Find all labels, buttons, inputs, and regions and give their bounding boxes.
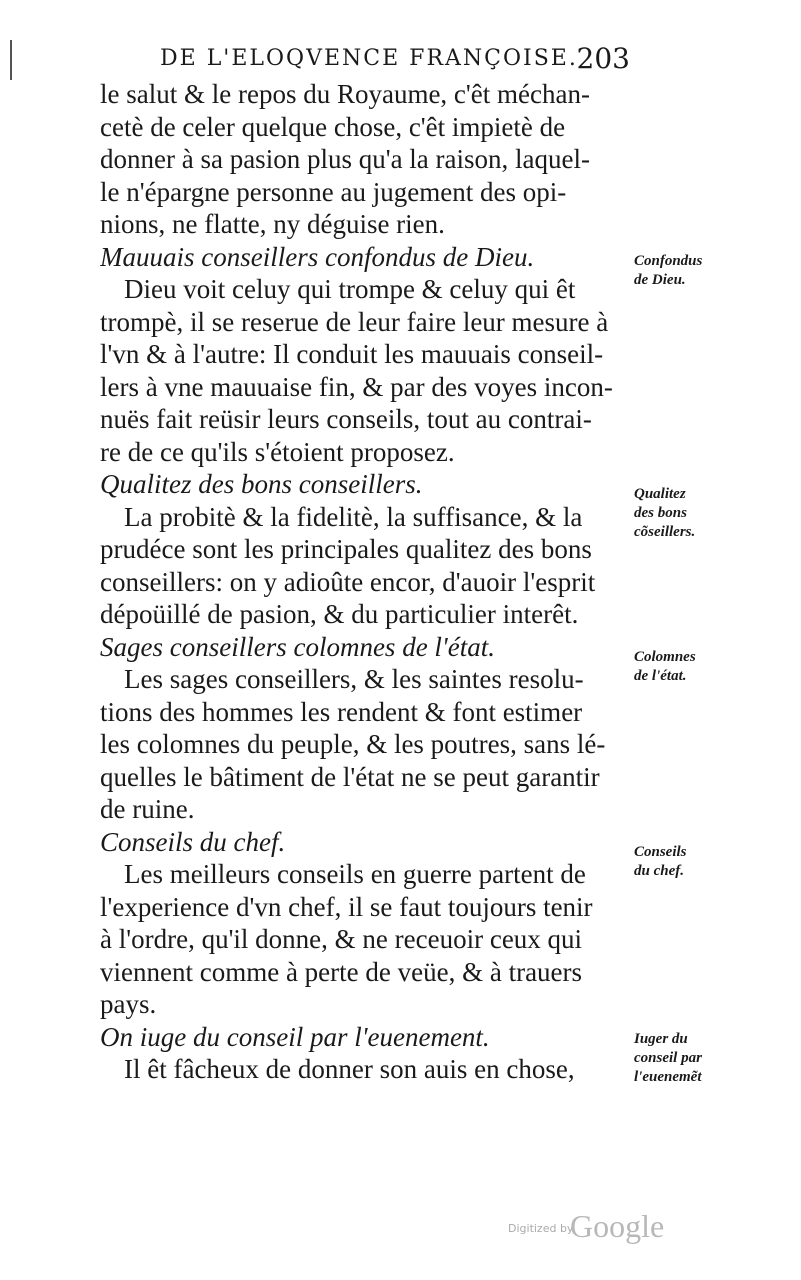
text-line: les colomnes du peuple, & les poutres, sans lé-	[100, 729, 606, 759]
margin-note-confondus	[634, 252, 784, 290]
text-line: La probitè & la fidelitè, la suffisance, & la	[124, 501, 583, 532]
margin-note-line: des bons	[634, 505, 687, 521]
margin-note-line: Confondus	[634, 253, 703, 269]
text-line: Il êt fâcheux de donner son auis en chose,	[124, 1054, 575, 1084]
margin-note-line: Colomnes	[634, 649, 696, 665]
text-line: nions, ne flatte, ny déguise rien.	[100, 209, 445, 239]
text-line: l'vn & à l'autre: Il conduit les mauuais conseil-	[100, 339, 604, 369]
text-line: Les sages conseillers, & les saintes resolu-	[124, 664, 584, 694]
section-heading: Sages conseillers colomnes de l'état.	[100, 631, 495, 662]
text-line: cetè de celer quelque chose, c'êt impietè de	[100, 111, 566, 142]
running-head	[160, 40, 630, 80]
margin-note-line: l'euenemẽt	[634, 1069, 702, 1085]
text-line: le n'épargne personne au jugement des opi-	[100, 176, 567, 207]
margin-note-line: cõseillers.	[634, 524, 696, 540]
text-line: lers à vne mauuaise fin, & par des voyes incon-	[100, 371, 613, 402]
section-heading: On iuge du conseil par l'euenement.	[100, 1021, 490, 1052]
text-line: l'experience d'vn chef, il se faut toujours tenir	[100, 891, 593, 922]
margin-note-iuger	[634, 1030, 784, 1087]
text-line: Dieu voit celuy qui trompe & celuy qui êt	[124, 274, 576, 304]
text-line: Les meilleurs conseils en guerre partent de	[124, 859, 586, 889]
margin-note-line: de Dieu.	[634, 272, 686, 288]
page-edge-mark	[10, 40, 12, 80]
text-line: donner à sa pasion plus qu'a la raison, laquel-	[100, 144, 590, 174]
page-number: 203	[576, 42, 630, 75]
text-line: dépoüillé de pasion, & du particulier interêt.	[100, 599, 579, 629]
margin-note-line: du chef.	[634, 863, 684, 879]
running-title: DE L'ELOQVENCE FRANÇOISE.	[160, 46, 578, 71]
margin-note-line: conseil par	[634, 1050, 702, 1066]
text-line: viennent comme à perte de veüe, & à trauers	[100, 956, 583, 987]
section-heading: Mauuais conseillers confondus de Dieu.	[100, 241, 535, 272]
section-heading: Conseils du chef.	[100, 826, 286, 857]
text-line: tions des hommes les rendent & font estimer	[100, 696, 583, 727]
margin-note-line: Iuger du	[634, 1031, 688, 1047]
digitized-by-text: Digitized by	[508, 1222, 574, 1235]
margin-note-colomnes	[634, 648, 784, 686]
body-text	[100, 78, 628, 1086]
text-line: conseillers: on y adioûte encor, d'auoir l'esprit	[100, 566, 596, 597]
text-line: nuës fait reüsir leurs conseils, tout au contrai-	[100, 404, 592, 434]
margin-note-line: Conseils	[634, 844, 687, 860]
text-line: le salut & le repos du Royaume, c'êt méchan-	[100, 79, 590, 109]
section-heading: Qualitez des bons conseillers.	[100, 469, 423, 499]
text-line: à l'ordre, qu'il donne, & ne receuoir ceux qui	[100, 924, 583, 954]
text-line: prudéce sont les principales qualitez des bons	[100, 534, 592, 564]
text-line: re de ce qu'ils s'étoient proposez.	[100, 436, 455, 467]
text-line: pays.	[100, 989, 157, 1019]
text-line: quelles le bâtiment de l'état ne se peut garantir	[100, 761, 600, 792]
margin-note-line: Qualitez	[634, 486, 686, 502]
margin-note-conseils	[634, 843, 784, 881]
text-line: de ruine.	[100, 794, 195, 824]
margin-note-line: de l'état.	[634, 668, 687, 684]
google-watermark-logo: Google	[570, 1208, 665, 1244]
text-line: trompè, il se reserue de leur faire leur mesure à	[100, 306, 609, 337]
margin-note-qualitez	[634, 485, 784, 542]
